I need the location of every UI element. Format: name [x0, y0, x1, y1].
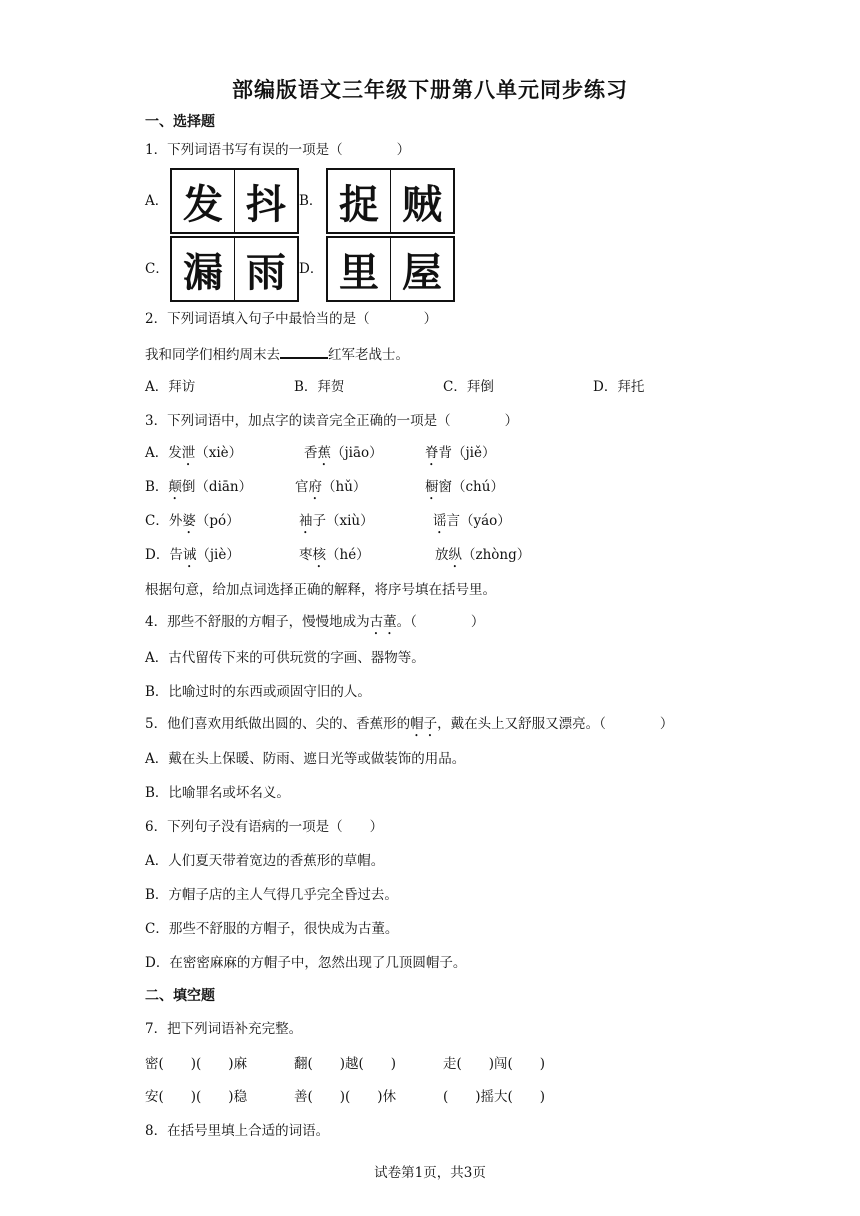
dotted-char: 袖: [299, 513, 313, 529]
question-6-stem: 6．下列句子没有语病的一项是（ ）: [145, 819, 384, 835]
dotted-word: 帽子: [410, 716, 438, 732]
dotted-char: 府: [308, 479, 322, 495]
q6-option-b: B．方帽子店的主人气得几乎完全昏过去。: [145, 887, 398, 903]
char-cell: 发: [183, 180, 223, 228]
q4-option-a: A．古代留传下来的可供玩赏的字画、器物等。: [145, 650, 425, 666]
q3-b-item-2: 官府（hǔ）: [295, 479, 367, 495]
q6-option-d: D．在密密麻麻的方帽子中，忽然出现了几顶圆帽子。: [145, 955, 467, 971]
q2-option-c: C．拜倒: [443, 379, 494, 395]
q6-option-a: A．人们夏天带着宽边的香蕉形的草帽。: [145, 853, 385, 869]
q7-idiom-2: 翻( )越( ): [294, 1056, 397, 1072]
question-3-stem: 3．下列词语中，加点字的读音完全正确的一项是（ ）: [145, 413, 519, 429]
dotted-char: 核: [312, 547, 326, 563]
sentence-text: 红军老战士。: [328, 347, 409, 363]
q4-option-b: B．比喻过时的东西或顽固守旧的人。: [145, 684, 371, 700]
dotted-char: 蕉: [317, 445, 331, 461]
dotted-char: 谣: [433, 513, 447, 529]
dotted-char: 颠: [168, 479, 182, 495]
q6-option-c: C．那些不舒服的方帽子，很快成为古董。: [145, 921, 399, 937]
q1-option-b-label: B．: [299, 193, 323, 209]
q1-option-d-chars: [326, 236, 455, 302]
dotted-char: 脊: [425, 445, 439, 461]
q3-a-item-3: 脊背（jiě）: [425, 445, 496, 461]
question-5-stem: 5．他们喜欢用纸做出圆的、尖的、香蕉形的帽子，戴在头上又舒服又漂亮。（ ）: [145, 716, 674, 732]
q1-option-a-label: A．: [145, 193, 169, 209]
dotted-char: 纵: [448, 547, 462, 563]
char-cell: 漏: [183, 248, 223, 296]
q7-idiom-3: 走( )闯( ): [443, 1056, 546, 1072]
question-7-stem: 7．把下列词语补充完整。: [145, 1021, 303, 1037]
q3-a-item-1: A．发泄（xiè）: [145, 445, 243, 461]
q7-idiom-6: ( )摇大( ): [443, 1089, 546, 1105]
q2-option-a: A．拜访: [145, 379, 196, 395]
q7-idiom-4: 安( )( )稳: [145, 1089, 248, 1105]
q2-option-d: D．拜托: [593, 379, 645, 395]
dotted-char: 婆: [182, 513, 196, 529]
q1-option-d-label: D．: [299, 261, 324, 277]
q3-b-item-3: 橱窗（chú）: [425, 479, 504, 495]
q1-option-a-chars: [170, 168, 299, 234]
q3-d-item-1: D．告诫（jiè）: [145, 547, 240, 563]
dotted-char: 诫: [182, 547, 197, 563]
q3-b-item-1: B．颠倒（diān）: [145, 479, 253, 495]
question-4-stem: 4．那些不舒服的方帽子，慢慢地成为古董。（ ）: [145, 614, 485, 630]
sentence-text: 我和同学们相约周末去: [145, 347, 280, 363]
q5-option-a: A．戴在头上保暖、防雨、遮日光等或做装饰的用品。: [145, 751, 466, 767]
page-title: 部编版语文三年级下册第八单元同步练习: [232, 78, 628, 102]
page-footer: 试卷第1页，共3页: [374, 1165, 486, 1181]
question-2-stem: 2．下列词语填入句子中最恰当的是（ ）: [145, 311, 438, 327]
q3-c-item-3: 谣言（yáo）: [433, 513, 511, 529]
section-heading-fill: 二、填空题: [145, 988, 215, 1004]
fill-blank[interactable]: [280, 343, 328, 359]
q3-d-item-3: 放纵（zhòng）: [435, 547, 531, 563]
q7-idiom-1: 密( )( )麻: [145, 1056, 248, 1072]
char-cell: 里: [339, 248, 379, 296]
q2-option-b: B．拜贺: [294, 379, 345, 395]
dotted-char: 泄: [181, 445, 196, 461]
char-cell: 抖: [234, 170, 297, 232]
q1-option-c-chars: [170, 236, 299, 302]
q5-option-b: B．比喻罪名或坏名义。: [145, 785, 290, 801]
char-cell: 捉: [339, 180, 379, 228]
q7-idiom-5: 善( )( )休: [294, 1089, 397, 1105]
char-cell: 雨: [234, 238, 297, 300]
q3-a-item-2: 香蕉（jiāo）: [304, 445, 383, 461]
dotted-char: 橱: [425, 479, 439, 495]
q3-c-item-1: C．外婆（pó）: [145, 513, 240, 529]
section-heading-choice: 一、选择题: [145, 114, 215, 130]
question-8-stem: 8．在括号里填上合适的词语。: [145, 1123, 330, 1139]
dotted-word: 古董: [369, 614, 397, 630]
q1-option-c-label: C．: [145, 261, 169, 277]
instruction-text: 根据句意，给加点词选择正确的解释，将序号填在括号里。: [145, 582, 496, 598]
q1-option-b-chars: [326, 168, 455, 234]
q3-c-item-2: 袖子（xiù）: [299, 513, 374, 529]
char-cell: 屋: [390, 238, 453, 300]
question-1-stem: 1．下列词语书写有误的一项是（ ）: [145, 142, 411, 158]
question-2-sentence: [145, 343, 409, 365]
q3-d-item-2: 枣核（hé）: [299, 547, 370, 563]
char-cell: 贼: [390, 170, 453, 232]
